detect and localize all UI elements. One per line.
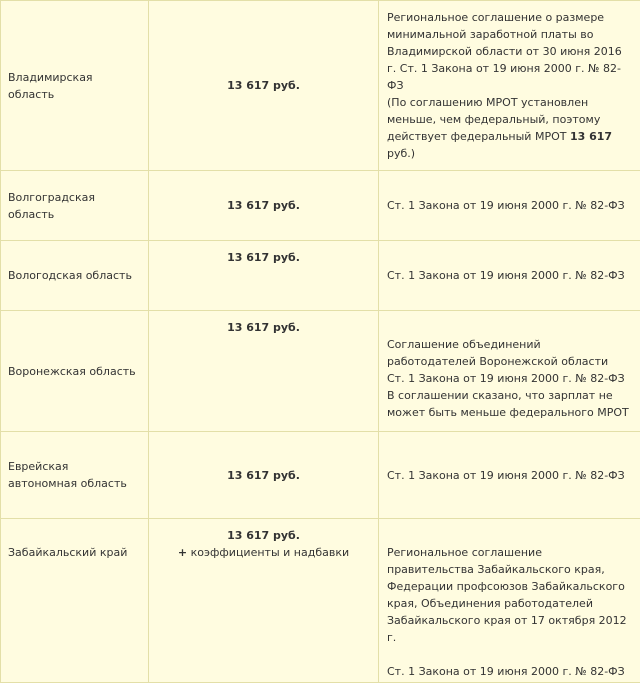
amount-cell: 13 617 руб.	[149, 432, 379, 519]
amount-value: 13 617 руб.	[157, 527, 370, 544]
table-row	[1, 432, 640, 519]
basis-text: В соглашении сказано, что зарплат не может быть меньше федерального МРОТ	[387, 387, 632, 421]
region-cell: Владимирская область	[1, 1, 149, 171]
basis-cell	[379, 241, 640, 311]
basis-text: Ст. 1 Закона от 19 июня 2000 г. № 82-ФЗ	[387, 663, 632, 680]
table-row	[1, 519, 640, 683]
basis-cell	[379, 311, 640, 432]
basis-text: Ст. 1 Закона от 19 июня 2000 г. № 82-ФЗ	[387, 197, 632, 214]
basis-text: Соглашение объединений работодателей Воронежской области	[387, 336, 632, 370]
region-cell: Воронежская область	[1, 311, 149, 432]
basis-text: Ст. 1 Закона от 19 июня 2000 г. № 82-ФЗ	[387, 267, 632, 284]
table-row	[1, 1, 640, 171]
amount-extra: + коэффициенты и надбавки	[157, 544, 370, 561]
basis-cell	[379, 1, 640, 171]
basis-cell	[379, 171, 640, 241]
region-cell: Забайкальский край	[1, 519, 149, 683]
table-row	[1, 171, 640, 241]
amount-cell: 13 617 руб.	[149, 311, 379, 432]
basis-text: Ст. 1 Закона от 19 июня 2000 г. № 82-ФЗ	[387, 370, 632, 387]
region-cell: Еврейская автономная область	[1, 432, 149, 519]
basis-text: Региональное соглашение правительства Забайкальского края, Федерации профсоюзов Забайкальского края, Объединения работодателей Забайкальского края от 17 октября 2012 г.	[387, 544, 632, 646]
table-row	[1, 311, 640, 432]
basis-cell	[379, 432, 640, 519]
table-row	[1, 241, 640, 311]
region-cell: Волгоградская область	[1, 171, 149, 241]
amount-cell: 13 617 руб.	[149, 171, 379, 241]
amount-cell: 13 617 руб.	[149, 241, 379, 311]
basis-text: Ст. 1 Закона от 19 июня 2000 г. № 82-ФЗ	[387, 467, 632, 484]
basis-cell	[379, 519, 640, 683]
amount-cell	[149, 519, 379, 683]
basis-text: Региональное соглашение о размере минимальной заработной платы во Владимирской области от 30 июня 2016 г. Ст. 1 Закона от 19 июня 2000 г. № 82-ФЗ	[387, 9, 632, 94]
basis-note: (По соглашению МРОТ установлен меньше, чем федеральный, поэтому действует федеральный МРОТ 13 617 руб.)	[387, 94, 632, 162]
region-cell: Вологодская область	[1, 241, 149, 311]
amount-cell: 13 617 руб.	[149, 1, 379, 171]
